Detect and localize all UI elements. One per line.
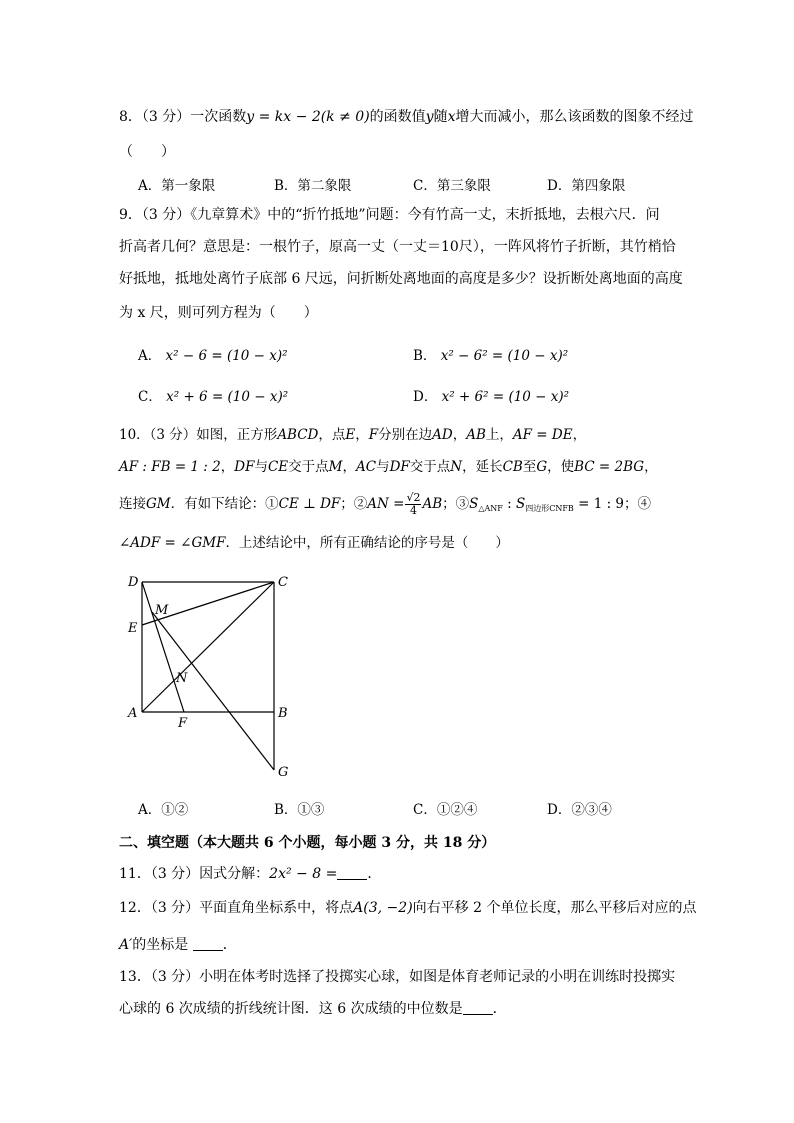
q8-line-1: 8．（3 分）一次函数y = kx − 2(k ≠ 0)的函数值y随x增大而减小，那么该函数的图象不经过 bbox=[119, 109, 694, 125]
segment-MG bbox=[152, 612, 274, 770]
q10-option-c: C．①②④ bbox=[413, 802, 478, 818]
label-M: M bbox=[155, 603, 169, 618]
q9-line-3: 好抵地，抵地处离竹子底部 6 尺远，问折断处离地面的高度是多少？设折断处离地面的高度 bbox=[119, 271, 683, 287]
q13-answer-blank bbox=[463, 1002, 493, 1015]
label-C: C bbox=[278, 575, 288, 590]
q11-line: 11．（3 分）因式分解：2x² − 8 = ． bbox=[119, 866, 382, 882]
q11-answer-blank bbox=[337, 867, 367, 880]
q12-line-2: A′的坐标是 ． bbox=[119, 937, 237, 953]
q8-option-b: B．第二象限 bbox=[274, 178, 352, 194]
q10-line-2: AF : FB = 1 : 2，DF与CE交于点M，AC与DF交于点N，延长CB至G，使BC = 2BG， bbox=[119, 459, 658, 475]
label-F: F bbox=[178, 716, 188, 731]
label-B: B bbox=[278, 706, 288, 721]
section-2-title: 二、填空题（本大题共 6 个小题，每小题 3 分，共 18 分） bbox=[119, 835, 496, 851]
q9-option-d: D． x² + 6² = (10 − x)² bbox=[413, 389, 570, 405]
q9-line-2: 折高者几何？意思是：一根竹子，原高一丈（一丈＝10尺），一阵风将竹子折断，其竹梢恰 bbox=[119, 239, 676, 255]
q9-line-1: 9．（3 分）《九章算术》中的“折竹抵地”问题：今有竹高一丈，末折抵地，去根六尺．问 bbox=[119, 207, 660, 223]
q9-option-c: C． x² + 6 = (10 − x)² bbox=[138, 389, 289, 405]
label-G: G bbox=[278, 765, 289, 780]
label-A: A bbox=[128, 706, 138, 721]
q8-option-d: D．第四象限 bbox=[547, 178, 626, 194]
fraction-sqrt2-over-4: $\frac{√2}{4}$ bbox=[406, 491, 421, 517]
q10-geometry-figure bbox=[118, 570, 298, 785]
q8-option-c: C．第三象限 bbox=[413, 178, 491, 194]
q9-option-b: B． x² − 6² = (10 − x)² bbox=[413, 348, 569, 364]
q10-line-3: 连接GM．有如下结论：①CE ⊥ DF；②AN = $\frac{√2}{4}$ AB；$③S_{\triangle ANF}$ : $S_{四边形CNFB} = 1$ : 9；④ bbox=[119, 491, 652, 517]
q9-option-a: A． x² − 6 = (10 − x)² bbox=[138, 348, 288, 364]
q10-option-b: B．①③ bbox=[274, 802, 325, 818]
q10-line-1: 10．（3 分）如图，正方形ABCD，点E，F分别在边AD，AB上，AF = DE， bbox=[119, 427, 587, 443]
q10-option-d: D．②③④ bbox=[547, 802, 612, 818]
q8-option-a: A．第一象限 bbox=[138, 178, 216, 194]
q12-line-1: 12．（3 分）平面直角坐标系中，将点A(3, −2)向右平移 2 个单位长度，那么平移后对应的点 bbox=[119, 900, 697, 916]
q12-answer-blank bbox=[193, 938, 223, 951]
q10-option-a: A．①② bbox=[138, 802, 189, 818]
label-E: E bbox=[128, 621, 138, 636]
label-N: N bbox=[176, 671, 188, 686]
segment-DF bbox=[142, 582, 184, 712]
q13-line-1: 13．（3 分）小明在体考时选择了投掷实心球，如图是体育老师记录的小明在训练时投掷实 bbox=[119, 969, 676, 985]
label-D: D bbox=[128, 575, 139, 590]
q13-line-2: 心球的 6 次成绩的折线统计图．这 6 次成绩的中位数是 ． bbox=[119, 1001, 507, 1017]
q9-line-4: 为 x 尺，则可列方程为（ ） bbox=[119, 305, 318, 321]
q10-line-4: ∠ADF = ∠GMF．上述结论中，所有正确结论的序号是（ ） bbox=[119, 535, 509, 551]
segment-AC bbox=[142, 582, 274, 712]
q8-answer-paren: （ ） bbox=[119, 144, 175, 160]
